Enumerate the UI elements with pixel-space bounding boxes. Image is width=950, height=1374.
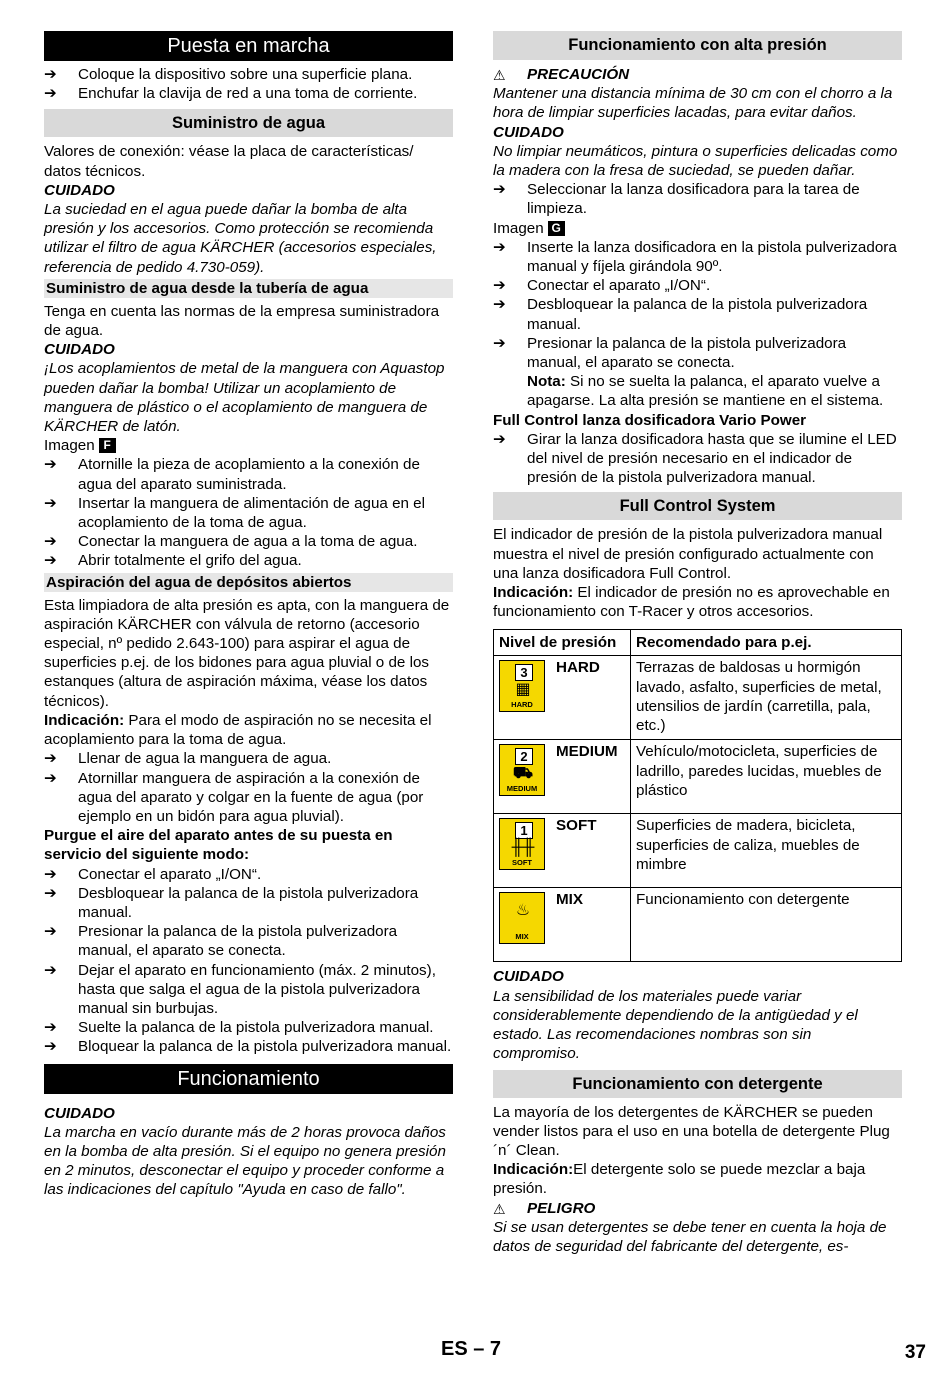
car-icon: ⛟ — [512, 765, 534, 783]
level-name: MEDIUM — [554, 740, 631, 814]
list-item: ➔ Conectar la manguera de agua a la toma de agua. — [44, 533, 418, 551]
arrow-right-icon: ➔ — [44, 884, 57, 902]
pressure-level-table — [493, 629, 902, 962]
caution-text: No limpiar neumáticos, pintura o superficies delicadas como la madera con la fresa de suciedad, se pueden dañar. — [493, 142, 898, 180]
pressure-medium-icon: 2 ⛟ MEDIUM — [499, 744, 545, 796]
section-heading-puesta: Puesta en marcha — [44, 31, 453, 61]
caution-text: La sensibilidad de los materiales puede variar considerablemente dependiendo de la antigüedad y el estado. Las recomendaciones nombras son sin compromiso. — [493, 987, 858, 1063]
arrow-right-icon: ➔ — [44, 456, 57, 474]
paragraph: Tenga en cuenta las normas de la empresa suministradora de agua. — [44, 302, 440, 340]
list-item: ➔ Coloque la dispositivo sobre una superficie plana. — [44, 66, 413, 83]
list-item: ➔ Atornillar manguera de aspiración a la conexión de agua del aparato y colgar en la fuente de agua (por ejemplo en un bidón para agua pluvial). — [44, 769, 424, 825]
section-page-label: ES – 7 — [441, 1338, 502, 1360]
puesta-steps — [44, 65, 453, 103]
list-item: ➔ Abrir totalmente el grifo del agua. — [44, 552, 302, 570]
note: Nota: Si no se suelta la palanca, el aparato vuelve a apagarse. La alta presión se mantiene en el sistema. — [527, 373, 884, 410]
arrow-right-icon: ➔ — [44, 533, 57, 551]
paragraph: El indicador de presión de la pistola pulverizadora manual muestra el nivel de presión configurado actualmente con una lanza dosificadora Full Control. — [493, 526, 883, 582]
pressure-hard-icon: 3 ▦ HARD — [499, 660, 545, 712]
table-header-row — [494, 630, 902, 656]
arrow-right-icon: ➔ — [44, 961, 57, 979]
brick-wall-icon: ▦ — [515, 681, 531, 699]
detergent-spray-icon: ♨ — [515, 902, 531, 920]
list-item: ➔ Presionar la palanca de la pistola pulverizadora manual, el aparato se conecta. — [493, 334, 847, 372]
list-item: ➔ Bloquear la palanca de la pistola pulverizadora manual. — [44, 1038, 452, 1056]
section-heading-funcionamiento: Funcionamiento — [44, 1064, 453, 1094]
warning-text: Mantener una distancia mínima de 30 cm con el chorro a la hora de limpiar superficies lacadas, para evitar daños. — [493, 85, 893, 122]
pressure-mix-icon: ♨ MIX — [499, 892, 545, 944]
list-item: ➔ Conectar el aparato „I/ON“. — [493, 277, 711, 295]
level-use: Funcionamiento con detergente — [631, 888, 902, 962]
warning-heading: ⚠ PRECAUCIÓN — [493, 65, 902, 84]
list-item: ➔ Atornille la pieza de acoplamiento a la conexión de agua del aparato suministrada. — [44, 456, 420, 493]
caution-label: CUIDADO — [44, 341, 115, 359]
list-item: ➔ Llenar de agua la manguera de agua. — [44, 750, 332, 768]
caution-label: CUIDADO — [493, 968, 564, 986]
arrow-right-icon: ➔ — [493, 277, 506, 295]
page-number: 37 — [904, 1342, 926, 1363]
arrow-right-icon: ➔ — [44, 1038, 57, 1056]
table-row — [494, 740, 902, 814]
arrow-right-icon: ➔ — [44, 1019, 57, 1037]
arrow-right-icon: ➔ — [493, 430, 506, 448]
subsection-heading-aspiracion: Aspiración del agua de depósitos abiertos — [44, 573, 453, 592]
level-name: SOFT — [554, 814, 631, 888]
list-item: ➔ Suelte la palanca de la pistola pulverizadora manual. — [44, 1019, 434, 1037]
danger-heading: ⚠ PELIGRO — [493, 1199, 902, 1218]
caution-text: La suciedad en el agua puede dañar la bomba de alta presión y los accesorios. Como protección se recomienda utilizar el filtro de agua KÄRCHER (accesorios especiales, referencia de pedido 4.730-059). — [44, 201, 437, 276]
arrow-right-icon: ➔ — [493, 181, 506, 199]
purgue-heading: Purgue el aire del aparato antes de su puesta en servicio del siguiente modo: — [44, 827, 393, 864]
vario-heading: Full Control lanza dosificadora Vario Power — [493, 411, 807, 429]
table-row — [494, 814, 902, 888]
list-item: ➔ Enchufar la clavija de red a una toma de corriente. — [44, 85, 418, 103]
image-reference: Imagen F — [44, 436, 453, 455]
right-column — [493, 31, 902, 1256]
warning-triangle-icon: ⚠ — [493, 1200, 506, 1217]
tuberia-steps — [44, 455, 453, 570]
list-item: ➔ Inserte la lanza dosificadora en la pistola pulverizadora manual y fíjela girándola 90º. — [493, 238, 897, 276]
list-item: ➔ Insertar la manguera de alimentación de agua en el acoplamiento de la toma de agua. — [44, 494, 426, 532]
figure-g-badge: G — [548, 221, 565, 236]
pressure-soft-icon: 1 ╫╫ SOFT — [499, 818, 545, 870]
arrow-right-icon: ➔ — [44, 66, 57, 83]
paragraph: Valores de conexión: véase la placa de características/ datos técnicos. — [44, 143, 414, 180]
subsection-heading-tuberia: Suministro de agua desde la tubería de agua — [44, 279, 453, 298]
arrow-right-icon: ➔ — [44, 750, 57, 768]
arrow-right-icon: ➔ — [44, 85, 57, 103]
level-name: HARD — [554, 656, 631, 740]
alta-steps — [493, 238, 902, 411]
level-name: MIX — [554, 888, 631, 962]
aspiracion-steps — [44, 749, 453, 826]
level-use: Terrazas de baldosas u hormigón lavado, asfalto, superficies de metal, utensilios de jardín (carretilla, pala, etc.) — [631, 656, 902, 740]
section-heading-suministro: Suministro de agua — [44, 109, 453, 137]
danger-text: Si se usan detergentes se debe tener en cuenta la hoja de datos de seguridad del fabricante del detergente, es- — [493, 1218, 887, 1255]
arrow-right-icon: ➔ — [44, 865, 57, 883]
note: Indicación:El detergente solo se puede mezclar a baja presión. — [493, 1161, 866, 1198]
paragraph: La mayoría de los detergentes de KÄRCHER se pueden vender listos para el uso en una botella de detergente Plug ´n´ Clean. — [493, 1103, 890, 1159]
caution-text: La marcha en vacío durante más de 2 horas provoca daños en la bomba de alta presión. Si el equipo no genera presión en 2 minutos, desconectar el equipo y proceder conforme a las indicaciones del capítulo "Ayuda en caso de fallo". — [44, 1123, 446, 1199]
warning-triangle-icon: ⚠ — [493, 67, 506, 83]
caution-label: CUIDADO — [44, 1104, 115, 1122]
paragraph: Esta limpiadora de alta presión es apta, con la manguera de aspiración KÄRCHER con válvula de retorno (accesorio especial, nº pedido 2.643-100) para aspirar el agua de superficies p.ej. de los bidones para agua pluvial o de los estanques (altura de aspiración máxima, véase los datos técnicos). — [44, 596, 450, 710]
list-item: ➔ Conectar el aparato „I/ON“. — [44, 865, 262, 883]
list-item: ➔ Dejar el aparato en funcionamiento (máx. 2 minutos), hasta que salga el agua de la pistola pulverizadora manual sin burbujas. — [44, 961, 436, 1017]
wooden-fence-icon: ╫╫ — [511, 839, 535, 857]
list-item: ➔ Desbloquear la palanca de la pistola pulverizadora manual. — [44, 884, 419, 921]
arrow-right-icon: ➔ — [44, 923, 57, 941]
list-item: ➔ Desbloquear la palanca de la pistola pulverizadora manual. — [493, 296, 868, 333]
arrow-right-icon: ➔ — [493, 334, 506, 352]
caution-label: CUIDADO — [493, 123, 564, 141]
section-heading-full-control: Full Control System — [493, 492, 902, 520]
note: Indicación: El indicador de presión no es aprovechable en funcionamiento con T-Racer y otros accesorios. — [493, 584, 890, 621]
list-item: ➔ Girar la lanza dosificadora hasta que se ilumine el LED del nivel de presión necesario en el indicador de presión de la pistola pulverizadora manual. — [493, 430, 897, 487]
arrow-right-icon: ➔ — [44, 769, 57, 787]
section-heading-alta-presion: Funcionamiento con alta presión — [493, 31, 902, 60]
image-reference: Imagen G — [493, 219, 902, 238]
level-use: Vehículo/motocicleta, superficies de ladrillo, paredes lucidas, muebles de plástico — [631, 740, 902, 814]
column-header: Nivel de presión — [494, 630, 631, 656]
table-row — [494, 888, 902, 962]
caution-label: CUIDADO — [44, 181, 115, 199]
section-heading-detergente: Funcionamiento con detergente — [493, 1070, 902, 1098]
left-column — [44, 31, 453, 1200]
figure-f-badge: F — [99, 438, 116, 453]
purgue-steps — [44, 865, 453, 1057]
arrow-right-icon: ➔ — [44, 494, 57, 512]
arrow-right-icon: ➔ — [44, 552, 57, 570]
note: Indicación: Para el modo de aspiración no se necesita el acoplamiento para la toma de agua. — [44, 711, 432, 749]
list-item: ➔ Seleccionar la lanza dosificadora para la tarea de limpieza. — [493, 181, 860, 218]
arrow-right-icon: ➔ — [493, 296, 506, 314]
level-use: Superficies de madera, bicicleta, superficies de caliza, muebles de mimbre — [631, 814, 902, 888]
list-item: ➔ Presionar la palanca de la pistola pulverizadora manual, el aparato se conecta. — [44, 923, 398, 960]
column-header: Recomendado para p.ej. — [631, 630, 902, 656]
arrow-right-icon: ➔ — [493, 238, 506, 256]
table-row — [494, 656, 902, 740]
caution-text: ¡Los acoplamientos de metal de la manguera con Aquastop pueden dañar la bomba! Utilizar un acoplamiento de manguera de plástico o el acoplamiento de manguera de KÄRCHER de latón. — [44, 360, 445, 436]
